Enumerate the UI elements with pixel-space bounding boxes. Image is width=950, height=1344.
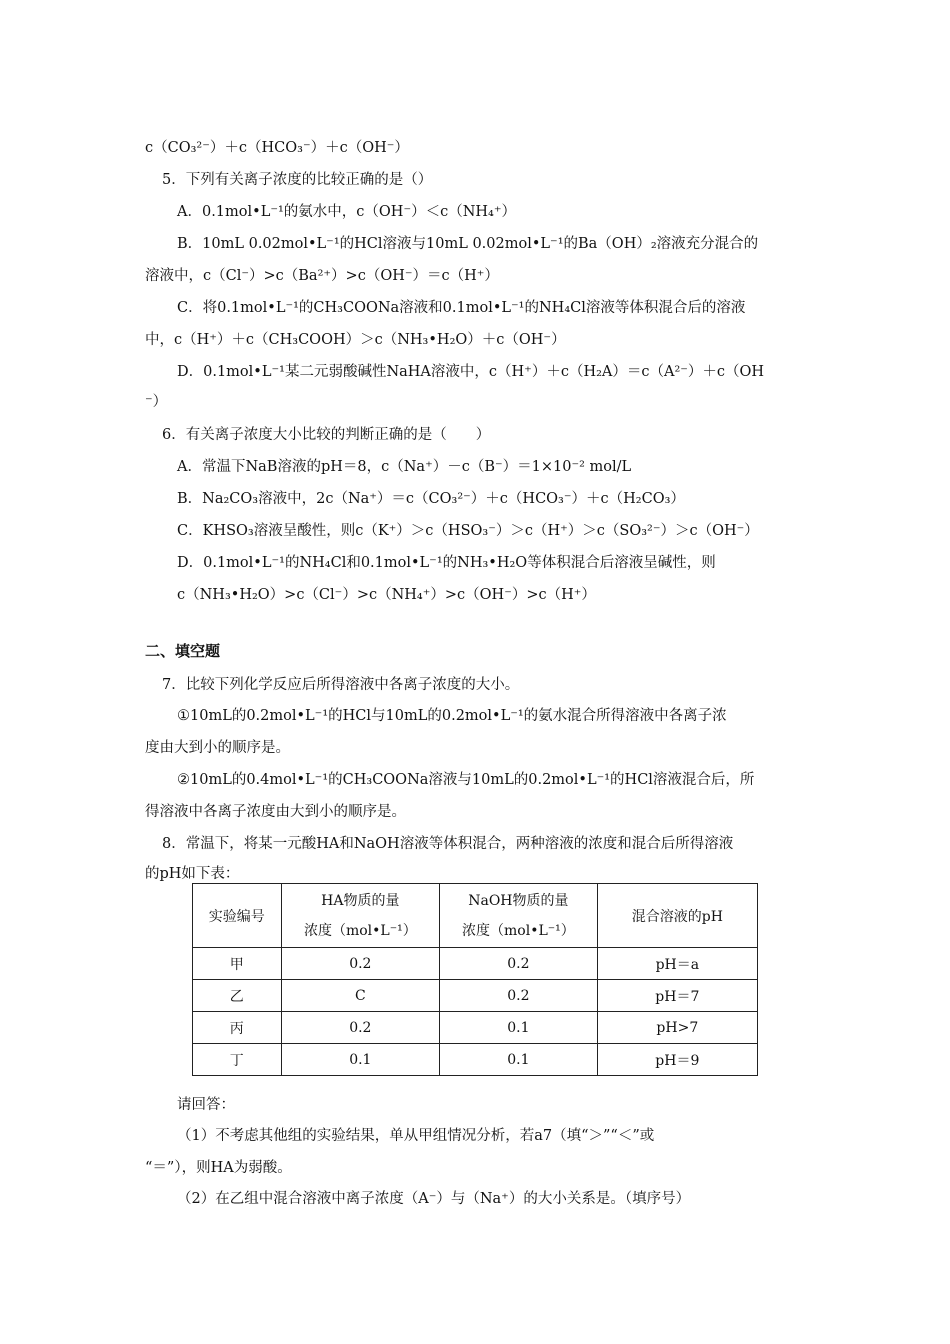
table-row xyxy=(193,948,758,980)
answer-prompt: 请回答： xyxy=(177,1097,235,1113)
sub-question-1: （1）不考虑其他组的实验结果，单从甲组情况分析，若a7（填“＞”“＜”或 xyxy=(177,1128,655,1144)
table-cell: 甲 xyxy=(193,948,282,980)
q7-part-2: ②10mL的0.4mol•L⁻¹的CH₃COONa溶液与10mL的0.2mol•L⁻¹的HCl溶液混合后，所 xyxy=(177,772,755,788)
option-6c: C．KHSO₃溶液呈酸性，则c（K⁺）＞c（HSO₃⁻）＞c（H⁺）＞c（SO₃²⁻）＞c（OH⁻） xyxy=(177,523,759,539)
table-cell: 0.1 xyxy=(440,1044,598,1076)
header-line: HA物质的量 xyxy=(321,892,400,909)
data-table xyxy=(192,883,758,1076)
option-5d: D．0.1mol•L⁻¹某二元弱酸碱性NaHA溶液中，c（H⁺）＋c（H₂A）＝c（A²⁻）＋c（OH xyxy=(177,364,765,380)
header-cell: 实验编号 xyxy=(193,884,282,948)
option-5d-cont: ⁻） xyxy=(145,394,168,410)
sub-question-2: （2）在乙组中混合溶液中离子浓度（A⁻）与（Na⁺）的大小关系是。（填序号） xyxy=(177,1191,691,1207)
table-row xyxy=(193,1044,758,1076)
option-5b-cont: 溶液中，c（Cl⁻）>c（Ba²⁺）>c（OH⁻）＝c（H⁺） xyxy=(145,268,499,284)
question-7: 7．比较下列化学反应后所得溶液中各离子浓度的大小。 xyxy=(162,677,520,693)
table-cell: 丁 xyxy=(193,1044,282,1076)
text-line: c（CO₃²⁻）＋c（HCO₃⁻）＋c（OH⁻） xyxy=(145,140,409,156)
header-line: NaOH物质的量 xyxy=(468,892,569,909)
table-cell: 0.2 xyxy=(440,980,598,1012)
table-cell: 0.1 xyxy=(281,1044,440,1076)
q7-part-1-cont: 度由大到小的顺序是。 xyxy=(145,740,290,756)
table-cell: pH＝9 xyxy=(597,1044,757,1076)
q7-part-2-cont: 得溶液中各离子浓度由大到小的顺序是。 xyxy=(145,804,406,820)
table-cell: pH＝a xyxy=(597,948,757,980)
option-6b: B．Na₂CO₃溶液中，2c（Na⁺）＝c（CO₃²⁻）＋c（HCO₃⁻）＋c（H₂CO₃） xyxy=(177,491,685,507)
header-line: 浓度（mol•L⁻¹） xyxy=(303,922,417,939)
header-line: 浓度（mol•L⁻¹） xyxy=(462,922,575,939)
header-cell xyxy=(281,884,440,948)
table-cell: 丙 xyxy=(193,1012,282,1044)
table-row xyxy=(193,980,758,1012)
table-cell: 0.1 xyxy=(440,1012,598,1044)
option-6a: A．常温下NaB溶液的pH＝8，c（Na⁺）－c（B⁻）＝1×10⁻² mol/L xyxy=(177,459,632,475)
question-6: 6．有关离子浓度大小比较的判断正确的是（ ） xyxy=(162,427,491,443)
option-5c-cont: 中，c（H⁺）＋c（CH₃COOH）＞c（NH₃•H₂O）＋c（OH⁻） xyxy=(145,332,566,348)
question-8: 8．常温下，将某一元酸HA和NaOH溶液等体积混合，两种溶液的浓度和混合后所得溶液 xyxy=(162,836,734,852)
section-heading: 二、填空题 xyxy=(145,642,221,660)
table-cell: C xyxy=(281,980,440,1012)
table-header-row xyxy=(193,884,758,948)
table-cell: pH>7 xyxy=(597,1012,757,1044)
header-cell: 混合溶液的pH xyxy=(597,884,757,948)
table-cell: 乙 xyxy=(193,980,282,1012)
option-6d-cont: c（NH₃•H₂O）>c（Cl⁻）>c（NH₄⁺）>c（OH⁻）>c（H⁺） xyxy=(177,587,596,603)
q7-part-1: ①10mL的0.2mol•L⁻¹的HCl与10mL的0.2mol•L⁻¹的氨水混合所得溶液中各离子浓 xyxy=(177,708,727,724)
table-cell: 0.2 xyxy=(281,1012,440,1044)
table-cell: pH＝7 xyxy=(597,980,757,1012)
option-6d: D．0.1mol•L⁻¹的NH₄Cl和0.1mol•L⁻¹的NH₃•H₂O等体积混合后溶液呈碱性，则 xyxy=(177,555,716,571)
option-5b: B．10mL 0.02mol•L⁻¹的HCl溶液与10mL 0.02mol•L⁻¹的Ba（OH）₂溶液充分混合的 xyxy=(177,236,759,252)
header-cell xyxy=(440,884,598,948)
table-row xyxy=(193,1012,758,1044)
table-cell: 0.2 xyxy=(281,948,440,980)
question-8-cont: 的pH如下表： xyxy=(145,866,240,882)
question-5: 5．下列有关离子浓度的比较正确的是（） xyxy=(162,172,433,188)
option-5a: A．0.1mol•L⁻¹的氨水中，c（OH⁻）＜c（NH₄⁺） xyxy=(177,204,517,220)
sub-question-1-cont: “＝”），则HA为弱酸。 xyxy=(145,1160,292,1176)
table-cell: 0.2 xyxy=(440,948,598,980)
option-5c: C．将0.1mol•L⁻¹的CH₃COONa溶液和0.1mol•L⁻¹的NH₄Cl溶液等体积混合后的溶液 xyxy=(177,300,746,316)
